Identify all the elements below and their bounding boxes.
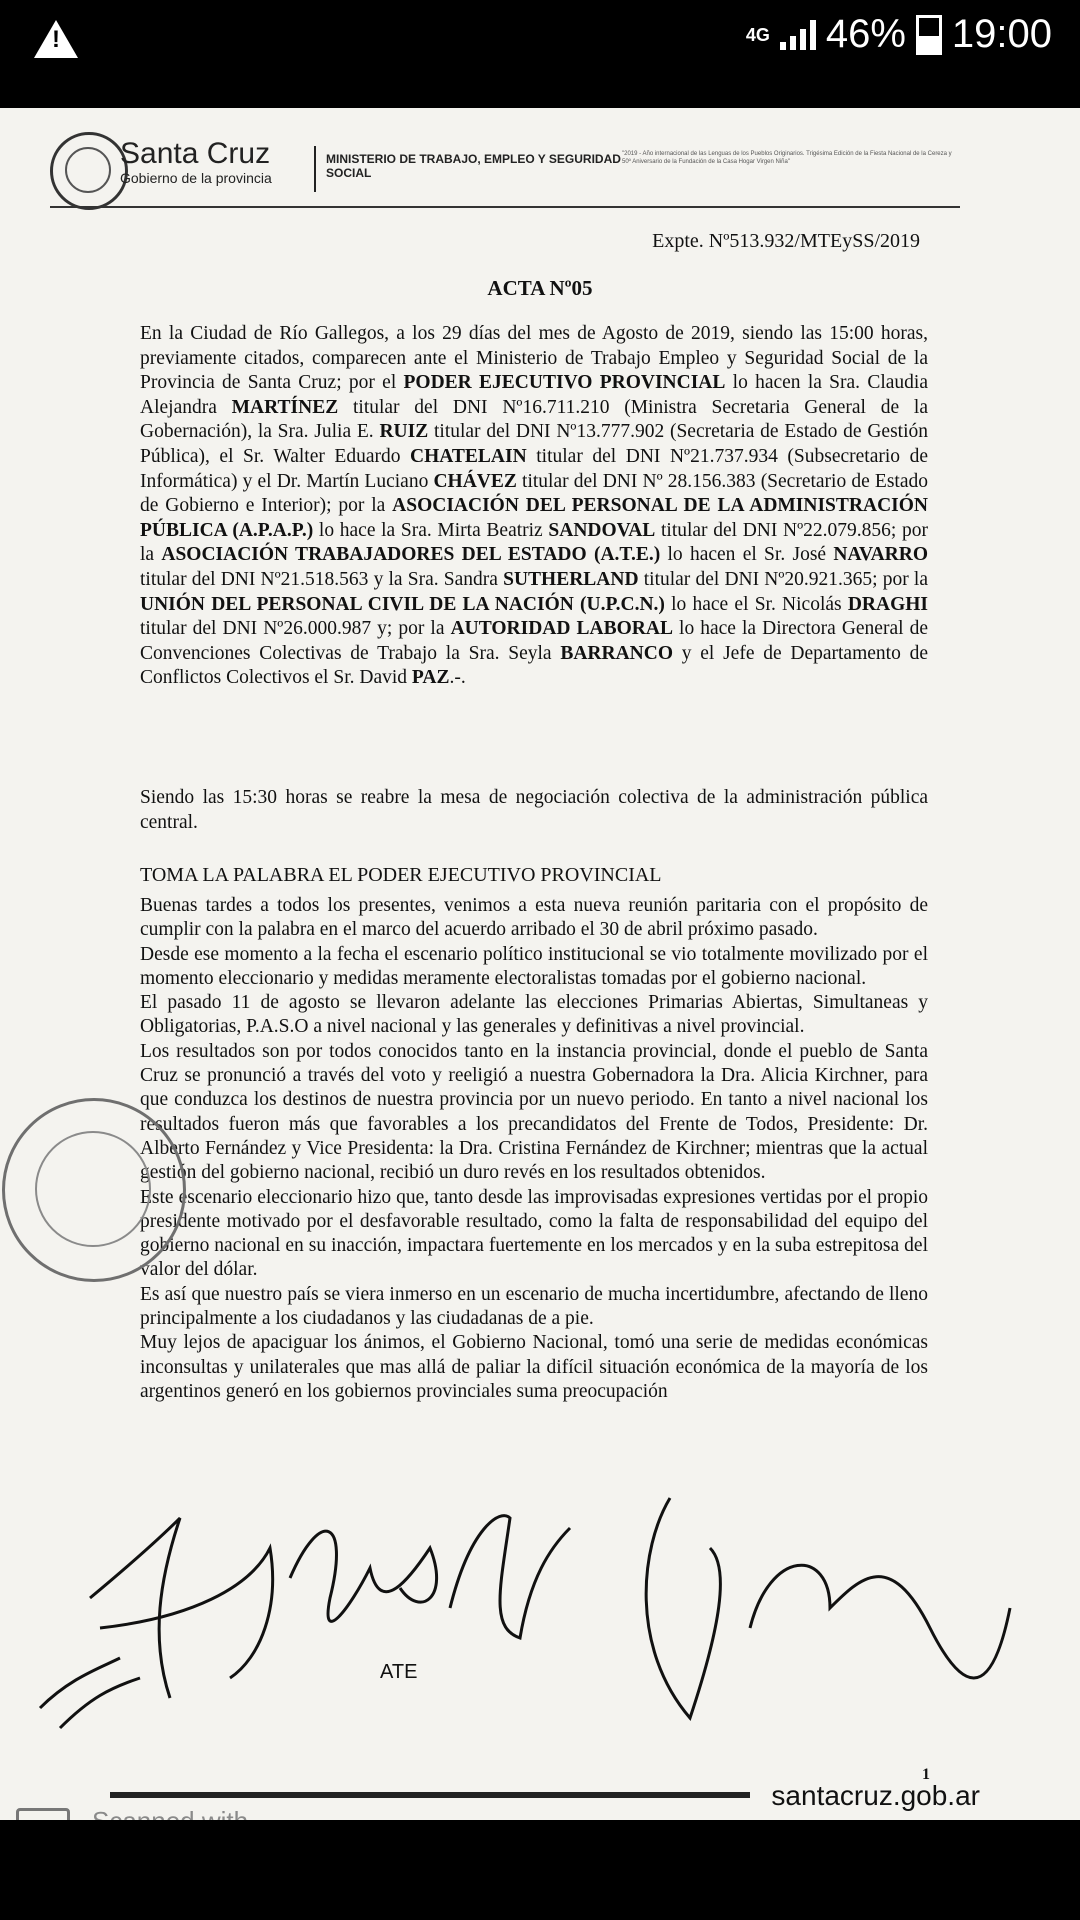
brand-subtitle: Gobierno de la provincia (120, 170, 272, 186)
warning-icon: ! (34, 20, 78, 58)
clock: 19:00 (951, 12, 1052, 56)
speech-line: El pasado 11 de agosto se llevaron adelante las elecciones Primarias Abiertas, Simultaneas y Obligatorias, P.A.S.O a nivel nacional y las generales y definitivas a nivel provincial. (140, 992, 928, 1038)
file-number: Expte. Nº513.932/MTEySS/2019 (652, 230, 920, 252)
header-annual-note: "2019 - Año internacional de las Lenguas de los Pueblos Originarios. Trigésima Edición de la Fiesta Nacional de la Cereza y 50º Aniversario de la Fundación de la Casa Hogar Virgen Niña" (622, 151, 952, 165)
stamp-seal-icon (35, 1131, 151, 1247)
reopening-paragraph: Siendo las 15:30 horas se reabre la mesa de negociación colectiva de la administración pública central. (140, 787, 928, 833)
footer-website: santacruz.gob.ar (771, 1780, 980, 1811)
speech-line: Muy lejos de apaciguar los ánimos, el Gobierno Nacional, tomó una serie de medidas económicas inconsultas y unilaterales que mas allá de paliar la difícil situación económica de la mayoría de los argentinos generó en los gobiernos provinciales suma preocupación (140, 1332, 928, 1402)
speech-line: Los resultados son por todos conocidos tanto en la instancia provincial, donde el pueblo de Santa Cruz se pronunció a través del voto y reeligió a nuestra Gobernadora la Dra. Alicia Kirchner, para que conduzca los destinos de nuestra provincia por un nuevo periodo. En tanto a nivel nacional los resultados fueron más que favorables a los precandidatos del Frente de Todos, Presidente: Dr. Alberto Fernández y Vice Presidenta: la Dra. Cristina Fernández de Kirchner; mientras que la actual gestión del gobierno nacional, recibió un duro revés en los resultados obtenidos. (140, 1040, 928, 1184)
speech-line: Este escenario eleccionario hizo que, tanto desde las improvisadas expresiones vertidas por el propio presidente motivado por el desfavorable resultado, como la falta de responsabilidad del equipo del gobierno nacional en su inacción, impactara fuertemente en los mercados y en la suba estrepitosa del valor del dólar. (140, 1186, 928, 1281)
scanned-document (0, 108, 1080, 1820)
signature-4 (646, 1498, 1010, 1718)
official-stamp-icon (2, 1098, 186, 1282)
signature-2 (290, 1531, 437, 1621)
battery-level: 46% (825, 12, 906, 56)
ministry-name: MINISTERIO DE TRABAJO, EMPLEO Y SEGURIDAD SOCIAL (326, 152, 621, 180)
signatures (30, 1488, 1040, 1748)
header-separator (314, 146, 316, 192)
brand (120, 138, 272, 186)
network-type: 4G (745, 24, 770, 45)
signal-icon (780, 20, 816, 50)
signature-5 (40, 1658, 140, 1728)
signature-1 (90, 1518, 273, 1698)
status-bar (0, 0, 1080, 108)
attendees-paragraph: En la Ciudad de Río Gallegos, a los 29 días del mes de Agosto de 2019, siendo las 15:00 horas, previamente citados, comparecen ante el Ministerio de Trabajo Empleo y Seguridad Social de la Provincia de Santa Cruz; por el PODER EJECUTIVO PROVINCIAL lo hacen la Sra. Claudia Alejandra MARTÍNEZ titular del DNI Nº16.711.210 (Ministra Secretaria General de la Gobernación), la Sra. Julia E. RUIZ titular del DNI Nº13.777.902 (Secretaria de Estado de Gestión Pública), el Sr. Walter Eduardo CHATELAIN titular del DNI Nº21.737.934 (Subsecretario de Informática) y el Dr. Martín Luciano CHÁVEZ titular del DNI Nº 28.156.383 (Secretario de Estado de Gobierno e Interior); por la ASOCIACIÓN DEL PERSONAL DE LA ADMINISTRACIÓN PÚBLICA (A.P.A.P.) lo hace la Sra. Mirta Beatriz SANDOVAL titular del DNI Nº22.079.856; por la ASOCIACIÓN TRABAJADORES DEL ESTADO (A.T.E.) lo hacen el Sr. José NAVARRO titular del DNI Nº21.518.563 y la Sra. Sandra SUTHERLAND titular del DNI Nº20.921.365; por la UNIÓN DEL PERSONAL CIVIL DE LA NACIÓN (U.P.C.N.) lo hace el Sr. Nicolás DRAGHI titular del DNI Nº26.000.987 y; por la AUTORIDAD LABORAL lo hace la Directora General de Convenciones Colectivas de Trabajo la Sra. Seyla BARRANCO y el Jefe de Departamento de Conflictos Colectivos el Sr. David PAZ.-. (140, 323, 929, 689)
document-title: ACTA Nº05 (487, 276, 593, 300)
battery-icon (916, 15, 942, 55)
status-indicators (746, 12, 1052, 57)
speech-line: Es así que nuestro país se viera inmerso en un escenario de mucha incertidumbre, afectando de lleno principalmente a los ciudadanos y las ciudadanas de a pie. (140, 1283, 928, 1330)
header-divider (50, 206, 960, 208)
speech-paragraphs (140, 894, 928, 1404)
signature-annotation: ATE (380, 1661, 418, 1683)
brand-name: Santa Cruz (120, 137, 271, 170)
page-number: 1 (922, 1766, 930, 1783)
province-logo-icon (50, 132, 128, 210)
signature-3 (450, 1516, 570, 1638)
speech-line: Desde ese momento a la fecha el escenario político institucional se vio totalmente movilizado por el momento eleccionario y medidas meramente electoralistas tomadas por el gobierno nacional. (140, 943, 928, 989)
bottom-bar (0, 1820, 1080, 1920)
footer-divider (110, 1792, 750, 1798)
speech-line: Buenas tardes a todos los presentes, venimos a esta nueva reunión paritaria con el propósito de cumplir con la palabra en el marco del acuerdo arribado el 30 de abril próximo pasado. (140, 895, 928, 941)
section-heading: TOMA LA PALABRA EL PODER EJECUTIVO PROVINCIAL (140, 864, 662, 886)
